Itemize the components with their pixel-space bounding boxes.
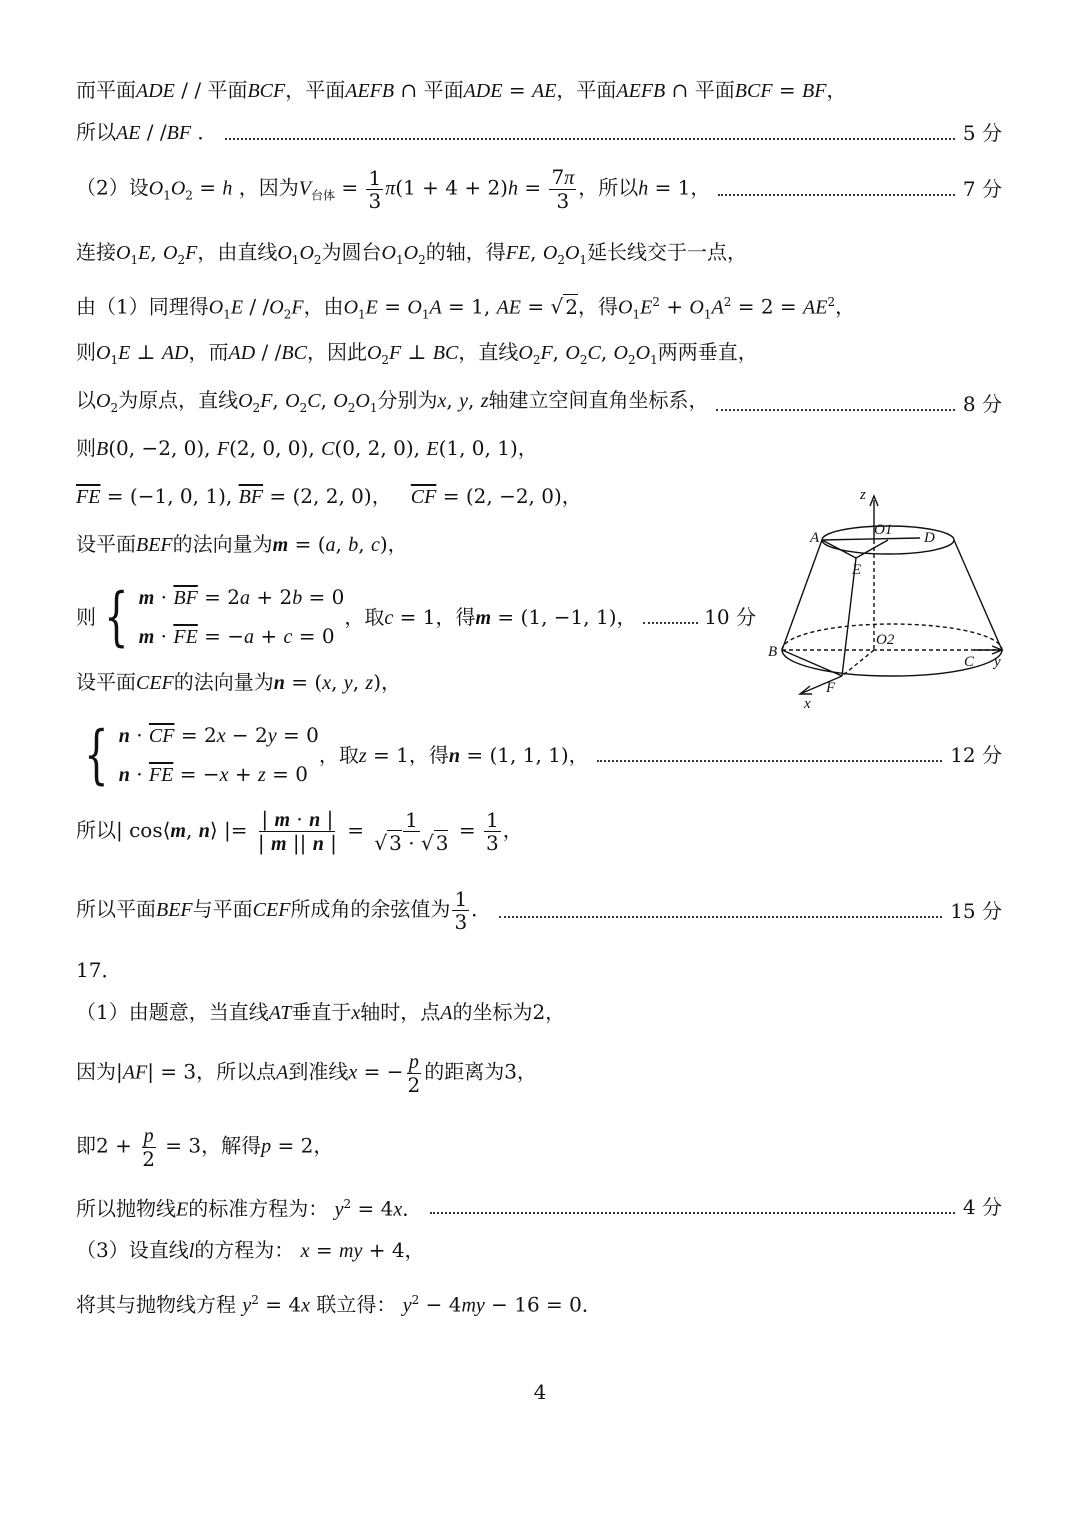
segment-EO1 <box>856 540 888 558</box>
score-12: 12 分 <box>950 743 1002 767</box>
line-12: 设平面CEF的法向量为n = (x, y, z)， <box>76 670 402 694</box>
line-1: 而平面ADE / / 平面BCF，平面AEFB ∩ 平面ADE = AE，平面AEFB ∩ 平面BCF = BF， <box>76 78 847 102</box>
label-z: z <box>860 487 866 503</box>
segment-BF <box>782 650 842 676</box>
label-A: A <box>810 530 820 546</box>
score-8: 8 分 <box>962 392 1002 416</box>
line-17: （1）由题意，当直线AT垂直于x轴时，点A的坐标为2， <box>76 1000 566 1024</box>
segment-AE <box>822 540 856 558</box>
line-11: 则 { $m \cdot \overline{BF} = 2a + 2b = 0$ $m \cdot \overline{FE} = -a + c = 0$ ，取c = 1，得m = (1, −1, 1)， 10 分 <box>76 580 756 654</box>
line-21: （3）设直线l的方程为： x = my + 4， <box>76 1238 425 1262</box>
score-10: 10 分 <box>704 605 756 629</box>
line-14: 所以| cos⟨m, n⟩ |= $\frac{| m \cdot n |}{| m || n |}$ = $\frac{1}{√ 3 \cdot √ 3}$ = $\frac{1}{3}$ ， <box>76 807 523 855</box>
line-15: 所以平面BEF与平面CEF所成角的余弦值为 $\frac{1}{3}$ ． 15 分 <box>76 887 1002 934</box>
line-8: 则B(0, −2, 0), F(2, 0, 0), C(0, 2, 0), E(1, 0, 1)， <box>76 436 538 460</box>
segment-O2F <box>842 650 874 676</box>
question-17-heading: 17． <box>76 958 122 982</box>
label-E: E <box>852 562 862 578</box>
x-axis <box>800 676 842 694</box>
label-B: B <box>768 644 778 660</box>
line-7: 以$O_2$为原点，直线$O_2F$, $O_2C$, $O_2O_1$分别为x, y, z轴建立空间直角坐标系， 8 分 <box>76 388 1002 416</box>
label-O2: O2 <box>876 632 895 648</box>
line-22: 将其与抛物线方程 $y^2 = 4x$ 联立得： $y^2 - 4my - 16 = 0$． <box>76 1292 602 1317</box>
line-3: （2）设$O_1O_2 = h$ ，因为$V_{台体}$ = $\frac{1}{3}$ π(1 + 4 + 2)h = $\frac{7\pi}{3}$ ，所以h = 1， 7 分 <box>76 165 1002 213</box>
line-6: 则$O_1E$ ⊥ AD，而AD / /BC，因此$O_2F$ ⊥ BC，直线$O_2F$, $O_2C$, $O_2O_1$两两垂直， <box>76 340 758 367</box>
segment-AD <box>822 538 920 540</box>
line-19: 即2 + $\frac{p}{2}$ = 3，解得p = 2， <box>76 1125 334 1171</box>
label-C: C <box>964 654 975 670</box>
frustum-figure <box>760 482 1010 712</box>
score-15: 15 分 <box>950 898 1002 923</box>
line-9: $\overline{FE} = (-1$, 0, 1), $\overline{BF} = (2$, 2, 0)， $\overline{CF} = (2$, −2, 0)， <box>76 484 582 508</box>
line-13: { $n \cdot \overline{CF} = 2x - 2y = 0$ $n \cdot \overline{FE} = -x + z = 0$ ，取z = 1，得n = (1, 1, 1)， 12 分 <box>84 718 1002 792</box>
label-y: y <box>994 654 1001 670</box>
label-O1: O1 <box>874 522 893 538</box>
side-AB <box>782 540 822 650</box>
label-F: F <box>826 680 836 696</box>
label-x: x <box>804 696 811 712</box>
line-18: 因为|AF| = 3，所以点A到准线x = − $\frac{p}{2}$ 的距离为3， <box>76 1051 537 1097</box>
page-number: 4 <box>533 1380 547 1404</box>
line-20: 所以抛物线E的标准方程为： $y^2 = 4x$． 4 分 <box>76 1194 1002 1221</box>
line-2: 所以AE / /BF ． 5 分 <box>76 120 1002 145</box>
score-5: 5 分 <box>962 120 1002 145</box>
label-D: D <box>924 530 935 546</box>
score-4: 4 分 <box>962 1194 1002 1219</box>
line-10: 设平面BEF的法向量为m = (a, b, c)， <box>76 532 408 556</box>
line-5: 由（1）同理得$O_1E / /O_2F$，由$O_1E = O_1A = 1$, AE = √ 2，得$O_1E^2 + O_1A^2 = 2 = AE^2$， <box>76 294 856 322</box>
line-4: 连接$O_1E$, $O_2F$，由直线$O_1O_2$为圆台$O_1O_2$的轴，得FE, $O_2O_1$延长线交于一点， <box>76 240 748 267</box>
score-7: 7 分 <box>962 177 1002 201</box>
